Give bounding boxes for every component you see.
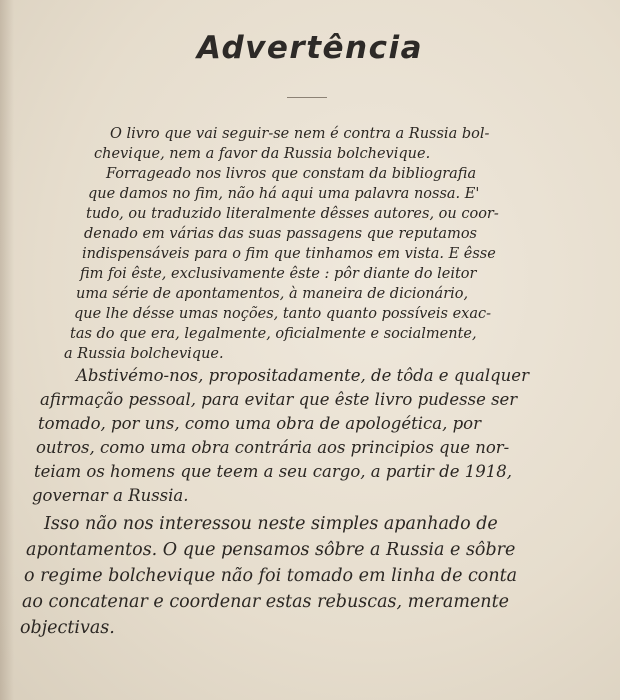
text-line: fim foi êste, exclusivamente êste : pôr diante do leitor: [80, 266, 477, 282]
text-line: que lhe désse umas noções, tanto quanto possíveis exac-: [74, 306, 492, 322]
text-line: Isso não nos interessou neste simples apanhado de: [44, 514, 498, 534]
text-line: Abstivémo-nos, propositadamente, de tôda e qualquer: [76, 366, 529, 385]
text-line: tas do que era, legalmente, oficialmente e socialmente,: [70, 326, 477, 342]
title-divider: [287, 97, 327, 98]
text-line: a Russia bolchevique.: [64, 346, 224, 362]
text-line: tudo, ou traduzido literalmente dêsses autores, ou coor-: [86, 206, 499, 222]
text-line: governar a Russia.: [32, 486, 189, 505]
text-line: chevique, nem a favor da Russia bolchevique.: [94, 146, 431, 162]
text-line: uma série de apontamentos, à maneira de dicionário,: [76, 286, 469, 302]
page-shadow: [0, 0, 14, 700]
page-title: Advertência: [196, 30, 424, 66]
text-line: outros, como uma obra contrária aos principios que nor-: [36, 438, 510, 457]
text-line: apontamentos. O que pensamos sôbre a Russia e sôbre: [26, 540, 516, 560]
text-line: indispensáveis para o fim que tinhamos em vista. E êsse: [82, 246, 496, 262]
text-line: O livro que vai seguir-se nem é contra a Russia bol-: [110, 126, 490, 142]
text-line: tomado, por uns, como uma obra de apologética, por: [38, 414, 481, 433]
text-line: teiam os homens que teem a seu cargo, a partir de 1918,: [34, 462, 512, 481]
text-line: afirmação pessoal, para evitar que êste livro pudesse ser: [40, 390, 518, 409]
text-line: denado em várias das suas passagens que reputamos: [84, 226, 478, 242]
text-line: o regime bolchevique não foi tomado em linha de conta: [24, 566, 518, 586]
text-line: Forrageado nos livros que constam da bibliografia: [106, 166, 477, 182]
text-line: ao concatenar e coordenar estas rebuscas, meramente: [22, 592, 509, 612]
text-line: objectivas.: [20, 618, 115, 638]
text-line: que damos no fim, não há aqui uma palavra nossa. E': [88, 186, 480, 202]
